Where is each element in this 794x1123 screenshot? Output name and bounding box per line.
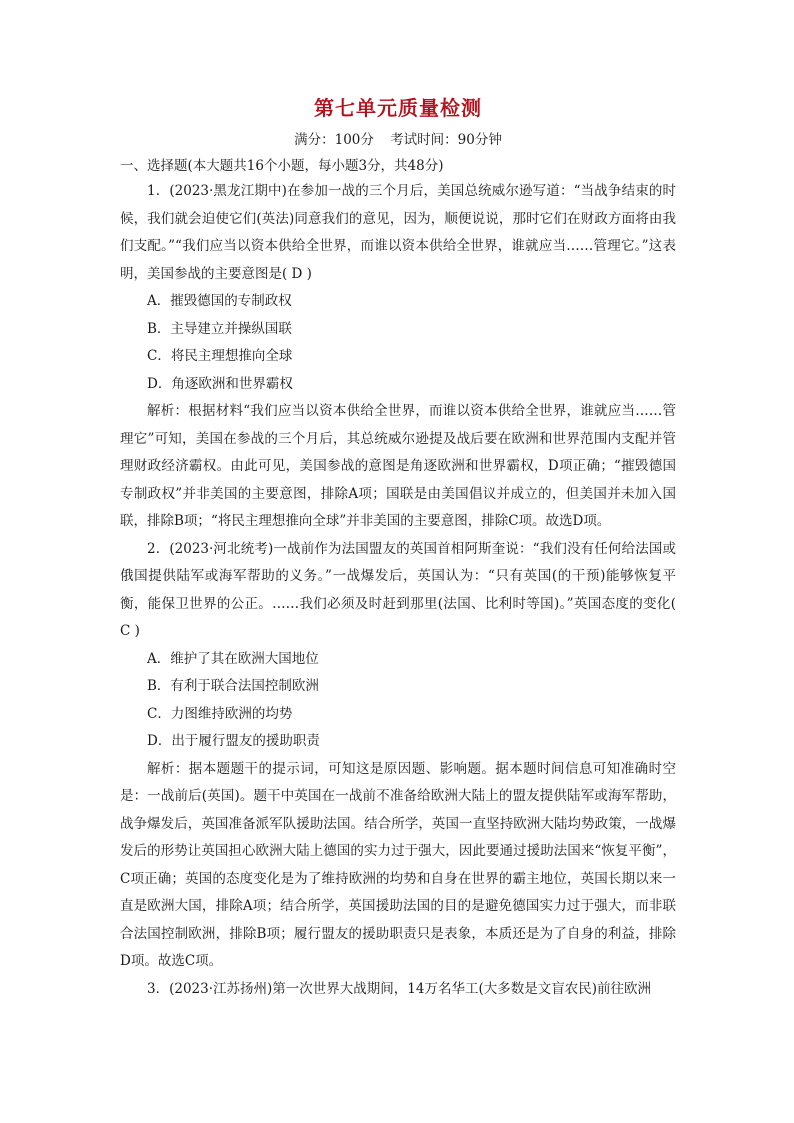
question-2 [120,536,676,976]
option-b: B．主导建立并操纵国联 [147,320,292,337]
option-d: D．出于履行盟友的援助职责 [147,733,320,749]
option-c: C．力图维持欧洲的均势 [147,705,293,722]
question-stem: 3．(2023·江苏扬州)第一次世界大战期间，14万名华工(大多数是文盲农民)前往欧洲 [147,980,651,997]
exam-time: 考试时间：90分钟 [390,132,502,148]
option-a: A．摧毁德国的专制政权 [147,293,292,309]
question-stem: 2．(2023·河北统考)一战前作为法国盟友的英国首相阿斯奎说：“我们没有任何给法国或俄国提供陆军或海军帮助的义务。”一战爆发后，英国认为：“只有英国(的干预)能够恢复平衡，能保卫世界的公正。……我们必须及时赶到那里(法国、比利时等国)。”英国态度的变化( C ) [120,540,676,639]
exam-info [120,130,676,150]
full-score: 满分：100分 [294,132,374,148]
question-analysis: 解析：根据材料“我们应当以资本供给全世界，而谁以资本供给全世界，谁就应当……管理它”可知，美国在参战的三个月后，其总统威尔逊提及战后要在欧洲和世界范围内支配并管理财政经济霸权。由此可见，美国参战的意图是角逐欧洲和世界霸权，D项正确；“摧毁德国专制政权”并非美国的主要意图，排除A项；国联是由美国倡议并成立的，但美国并未加入国联，排除B项；“将民主理想推向全球”并非美国的主要意图，排除C项。故选D项。 [120,403,676,529]
question-analysis: 解析：据本题题干的提示词，可知这是原因题、影响题。据本题时间信息可知准确时空是：一战前后(英国)。题干中英国在一战前不准备给欧洲大陆上的盟友提供陆军或海军帮助，战争爆发后，英国准备派军队援助法国。结合所学，英国一直坚持欧洲大陆均势政策，一战爆发后的形势让英国担心欧洲大陆上德国的实力过于强大，因此要通过援助法国来“恢复平衡”，C项正确；英国的态度变化是为了维持欧洲的均势和自身在世界的霸主地位，英国长期以来一直是欧洲大国，排除A项；结合所学，英国援助法国的目的是避免德国实力过于强大，而非联合法国控制欧洲，排除B项；履行盟友的援助职责只是表象，本质还是为了自身的利益，排除D项。故选C项。 [120,760,676,969]
question-3 [120,976,676,1004]
option-c: C．将民主理想推向全球 [147,348,293,364]
option-a: A．维护了其在欧洲大国地位 [147,650,319,667]
document-title: 第七单元质量检测 [314,96,482,120]
section-heading: 一、选择题(本大题共16个小题，每小题3分，共48分) [120,158,444,174]
option-d: D．角逐欧洲和世界霸权 [147,375,293,392]
question-1 [120,178,676,536]
question-stem: 1．(2023·黑龙江期中)在参加一战的三个月后，美国总统威尔逊写道：“当战争结束的时候，我们就会迫使它们(英法)同意我们的意见，因为，顺便说说，那时它们在财政方面将由我们支配。”“我们应当以资本供给全世界，而谁以资本供给全世界，谁就应当……管理它。”这表明，美国参战的主要意图是( D ) [120,183,676,282]
option-b: B．有利于联合法国控制欧洲 [147,678,319,694]
